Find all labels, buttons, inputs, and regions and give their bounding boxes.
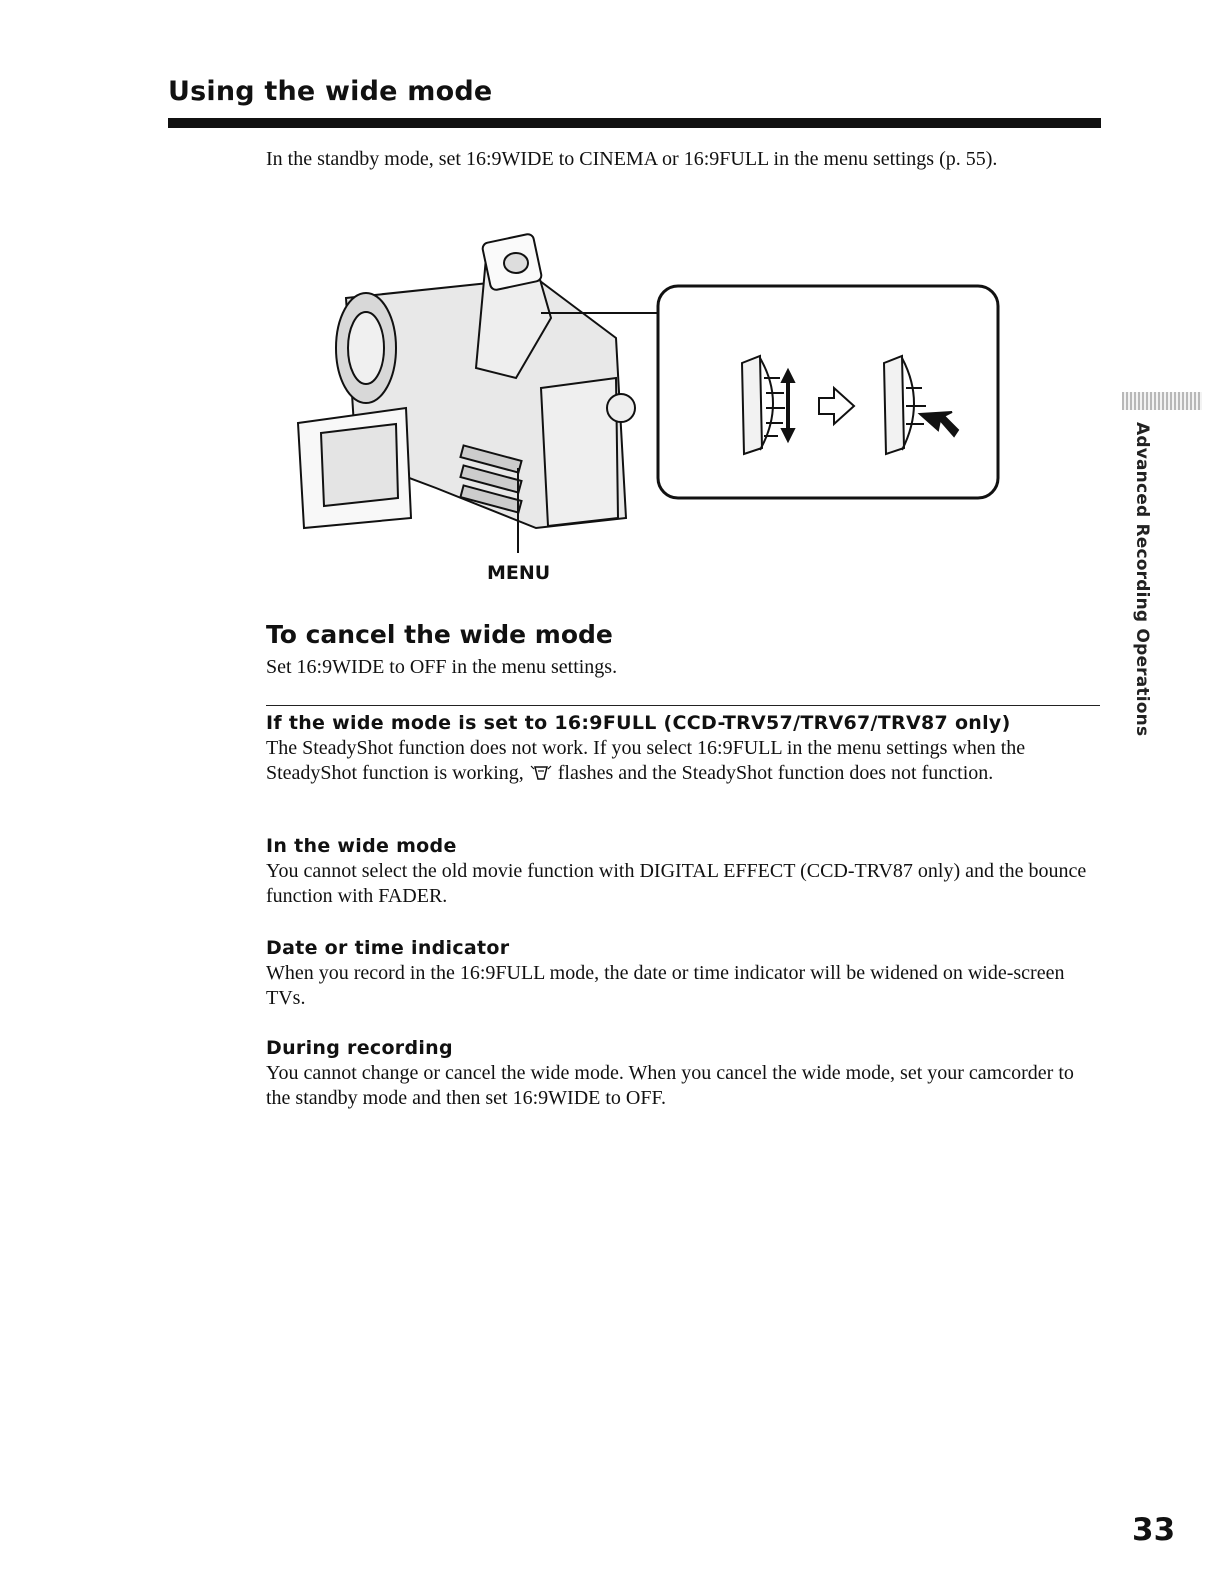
note-16-9full — [266, 712, 1096, 786]
page-number: 33 — [1132, 1512, 1176, 1548]
note-date-time — [266, 937, 1096, 1011]
side-tab-marker — [1122, 392, 1202, 410]
menu-label: MENU — [487, 562, 551, 584]
cancel-heading: To cancel the wide mode — [266, 620, 613, 649]
camcorder-illustration — [286, 228, 1006, 588]
intro-text: In the standby mode, set 16:9WIDE to CINEMA or 16:9FULL in the menu settings (p. 55). — [266, 148, 998, 170]
note-during-recording — [266, 1037, 1096, 1111]
dial-detail-box — [658, 286, 998, 498]
cancel-text: Set 16:9WIDE to OFF in the menu settings. — [266, 656, 618, 678]
side-section-label: Advanced Recording Operations — [1132, 422, 1152, 737]
note-text: The SteadyShot function does not work. If you select 16:9FULL in the menu settings when the SteadyShot function is working, flashes and the SteadyShot function does not function. — [266, 737, 1026, 784]
note-heading: During recording — [266, 1037, 453, 1059]
section-rule — [266, 705, 1100, 706]
note-heading: In the wide mode — [266, 835, 457, 857]
note-heading: Date or time indicator — [266, 937, 510, 959]
note-text: When you record in the 16:9FULL mode, the date or time indicator will be widened on wide-screen TVs. — [266, 962, 1065, 1009]
steadyshot-icon — [529, 763, 553, 781]
page-title: Using the wide mode — [168, 76, 493, 107]
title-rule — [168, 118, 1101, 128]
note-heading: If the wide mode is set to 16:9FULL (CCD-TRV57/TRV67/TRV87 only) — [266, 712, 1011, 734]
note-text: You cannot select the old movie function with DIGITAL EFFECT (CCD-TRV87 only) and the bounce function with FADER. — [266, 860, 1087, 907]
note-wide-mode — [266, 835, 1096, 909]
note-text: You cannot change or cancel the wide mode. When you cancel the wide mode, set your camcorder to the standby mode and then set 16:9WIDE to OFF. — [266, 1062, 1074, 1109]
